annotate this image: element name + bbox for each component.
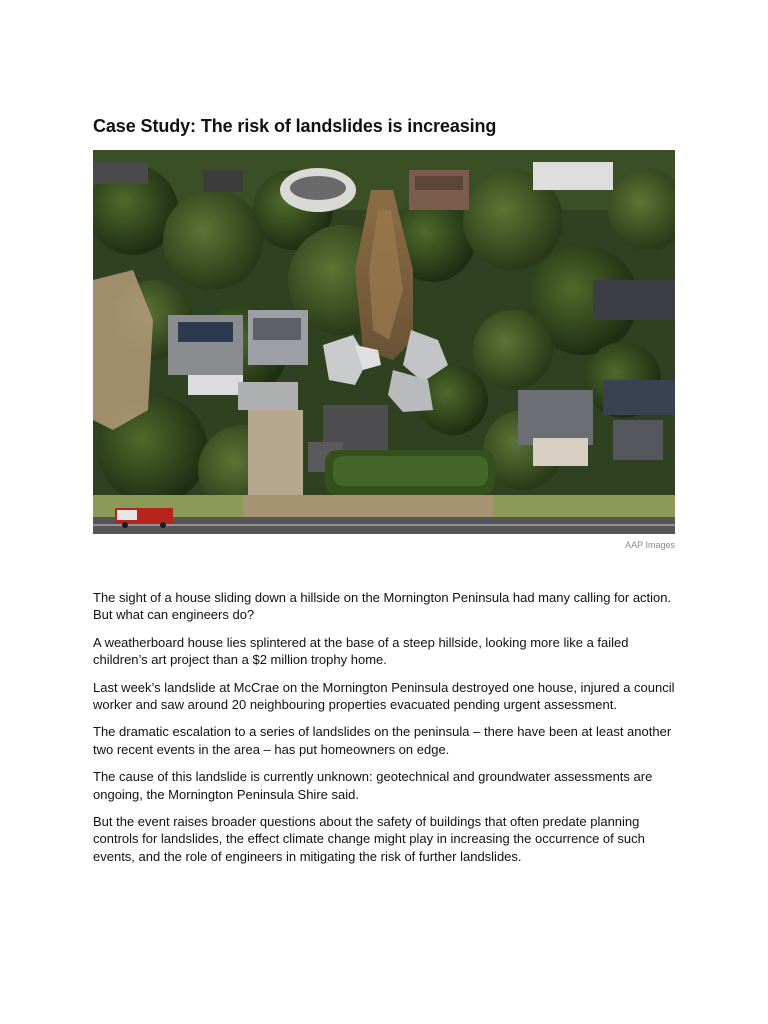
landslide-aerial-photo (93, 150, 675, 534)
paragraph: The sight of a house sliding down a hillside on the Mornington Peninsula had many calling for action. But what can engineers do? (93, 590, 672, 623)
paragraph: The dramatic escalation to a series of landslides on the peninsula – there have been at least another two recent events in the area – has put homeowners on edge. (93, 724, 672, 757)
paragraph: But the event raises broader questions about the safety of buildings that often predate planning controls for landslides, the effect climate change might play in increasing the occurrence of such events, and the role of engineers in mitigating the risk of further landslides. (93, 814, 645, 864)
house-roofs-middle (168, 310, 308, 410)
landslide-photo-illustration (93, 150, 675, 534)
image-credit: AAP Images (625, 540, 675, 550)
article-title: Case Study: The risk of landslides is increasing (93, 116, 497, 136)
paragraph: Last week’s landslide at McCrae on the Mornington Peninsula destroyed one house, injured a council worker and saw around 20 neighbouring properties evacuated pending urgent assessment. (93, 679, 675, 713)
article-body (93, 589, 679, 875)
paragraph: A weatherboard house lies splintered at the base of a steep hillside, looking more like a failed children’s art project than a $2 million trophy home. (93, 634, 629, 668)
paragraph: The cause of this landslide is currently unknown: geotechnical and groundwater assessments are ongoing, the Mornington Peninsula Shire said. (93, 769, 653, 802)
